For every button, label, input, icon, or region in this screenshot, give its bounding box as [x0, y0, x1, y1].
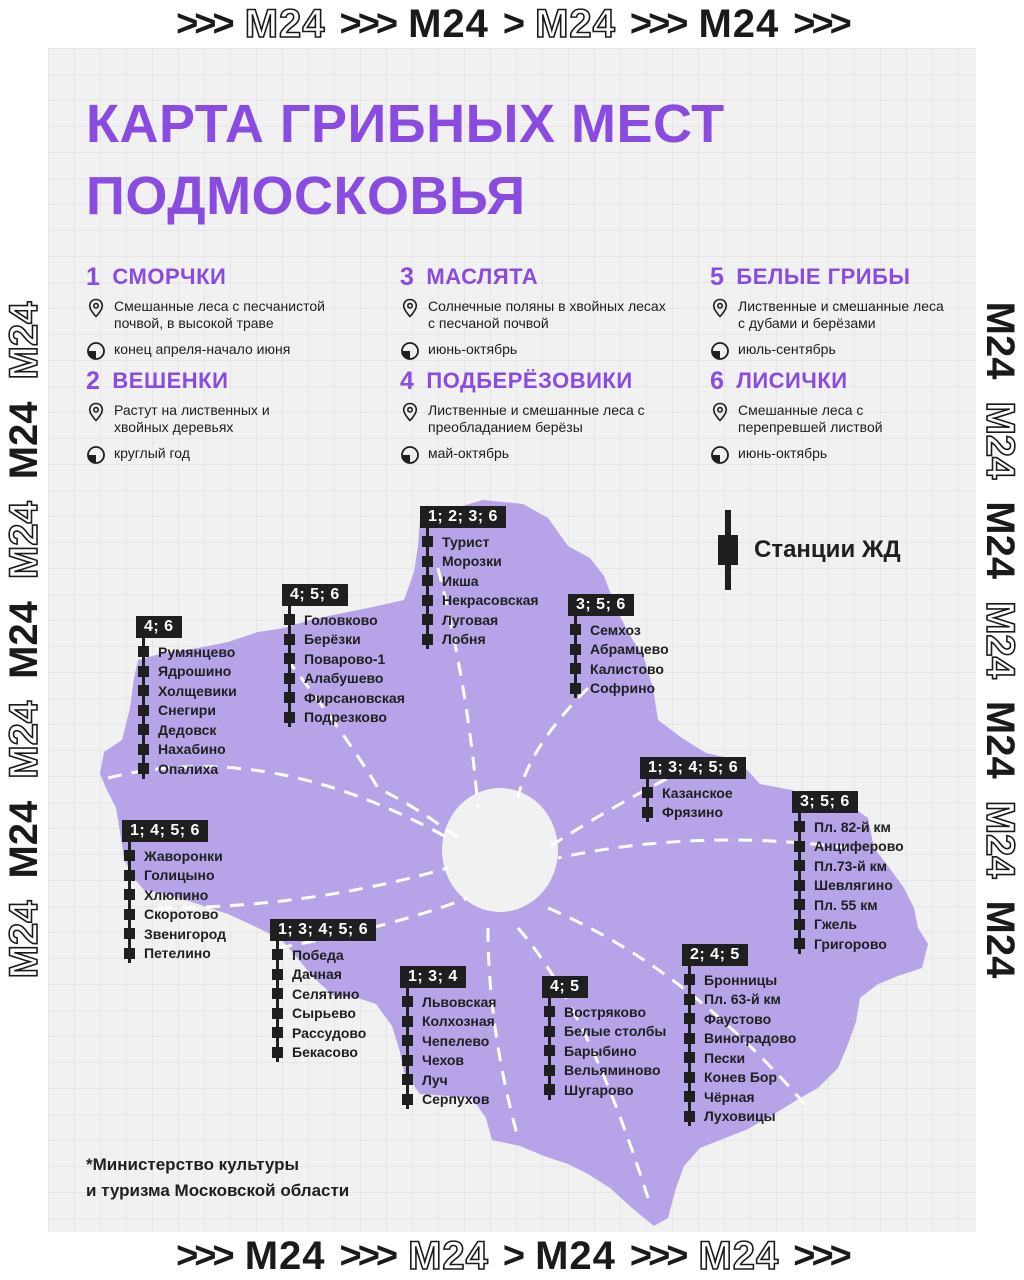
station [682, 1009, 796, 1029]
rail-line-mushroom-codes: 4; 6 [136, 616, 182, 638]
side-logo: M24 [1, 700, 46, 779]
bottom-arrows: >>> [629, 1234, 685, 1277]
side-logo: M24 [1, 900, 46, 979]
bottom-arrows: > [502, 1234, 522, 1277]
station [122, 885, 226, 905]
station [400, 1031, 496, 1051]
station-marker-icon [402, 996, 413, 1007]
legend-number: 1 [86, 262, 101, 291]
station [270, 965, 376, 985]
station [682, 1107, 796, 1127]
station-name: Пл. 55 км [814, 896, 878, 913]
legend-season: круглый год [114, 445, 190, 461]
station-name: Белые столбы [564, 1023, 667, 1040]
station-marker-icon [138, 646, 149, 657]
bottom-logo: M24 [535, 1233, 616, 1278]
rail-line-mushroom-codes: 1; 3; 4; 5; 6 [270, 919, 376, 941]
legend-season: июнь-октябрь [428, 341, 518, 357]
legend-mushroom-name: ЛИСИЧКИ [736, 368, 848, 393]
station-marker-icon [124, 850, 135, 861]
legend-habitat: Лиственные и смешанные леса с дубами и берёзами [738, 298, 944, 331]
station-marker-icon [422, 556, 433, 567]
rail-line-turist [420, 506, 539, 649]
station-name: Бронницы [704, 971, 778, 988]
station-marker-icon [402, 1016, 413, 1027]
station-name: Бекасово [292, 1044, 358, 1061]
rail-line-mushroom-codes: 4; 5; 6 [282, 584, 348, 606]
rail-station-key-icon [712, 510, 744, 590]
station-marker-icon [272, 949, 283, 960]
side-logo: M24 [1, 301, 46, 380]
station-marker-icon [422, 575, 433, 586]
station-name: Луговая [442, 611, 499, 628]
station [792, 837, 904, 857]
station-marker-icon [138, 685, 149, 696]
side-logo: M24 [978, 401, 1023, 480]
rail-line-zhavoronki [122, 820, 226, 963]
station-marker-icon [284, 634, 295, 645]
station [136, 759, 237, 779]
legend-mushroom-name: ВЕШЕНКИ [112, 368, 229, 393]
brand-band-bottom [0, 1232, 1024, 1280]
station [682, 1068, 796, 1088]
station-marker-icon [402, 1074, 413, 1085]
station-marker-icon [544, 1084, 555, 1095]
rail-line-mushroom-codes: 1; 3; 4 [400, 966, 466, 988]
station-marker-icon [684, 1052, 695, 1063]
station [400, 1051, 496, 1071]
station [400, 992, 496, 1012]
station-name: Серпухов [422, 1091, 490, 1108]
rail-line-rumyantsevo [136, 616, 237, 779]
station-name: Востряково [564, 1003, 647, 1020]
station-name: Шевлягино [814, 877, 893, 894]
station-marker-icon [684, 1111, 695, 1122]
station [136, 662, 237, 682]
station [136, 720, 237, 740]
station-name: Пески [704, 1049, 746, 1066]
top-arrows: >>> [339, 2, 395, 45]
station-marker-icon [138, 744, 149, 755]
station-name: Вельяминово [564, 1062, 661, 1079]
station-name: Сырьево [292, 1005, 356, 1022]
bottom-arrows: >>> [793, 1234, 848, 1277]
station-name: Колхозная [422, 1013, 495, 1030]
rail-line-kazanskoe [640, 757, 746, 822]
station-marker-icon [422, 614, 433, 625]
legend-habitat: Солнечные поляны в хвойных лесах с песчаной почвой [428, 298, 666, 331]
station-name: Петелино [144, 945, 211, 962]
station-marker-icon [272, 988, 283, 999]
station-name: Победа [292, 946, 344, 963]
station [270, 1043, 376, 1063]
station-marker-icon [684, 974, 695, 985]
side-logo: M24 [1, 401, 46, 480]
station-marker-icon [272, 1047, 283, 1058]
station-name: Чепелево [422, 1032, 490, 1049]
station [420, 552, 539, 572]
legend-mushroom-name: ПОДБЕРЁЗОВИКИ [426, 368, 633, 393]
legend-number: 4 [400, 366, 415, 395]
station-name: Нахабино [158, 741, 226, 758]
legend-number: 2 [86, 366, 101, 395]
legend-number: 6 [710, 366, 725, 395]
station-name: Пл. 63-й км [704, 991, 781, 1008]
station [682, 1029, 796, 1049]
station-marker-icon [570, 663, 581, 674]
footnote [86, 1152, 349, 1204]
station-name: Фирсановская [304, 689, 405, 706]
station-marker-icon [272, 1027, 283, 1038]
station [542, 1041, 666, 1061]
station [270, 984, 376, 1004]
legend-habitat: Смешанные леса с песчанистой почвой, в высокой траве [114, 298, 325, 331]
station-name: Калистово [590, 660, 664, 677]
bottom-arrows: >>> [176, 1234, 231, 1277]
legend-season: июнь-октябрь [738, 445, 828, 461]
station [682, 1048, 796, 1068]
map-panel [48, 48, 976, 1232]
station-marker-icon [570, 644, 581, 655]
station-marker-icon [272, 969, 283, 980]
station-marker-icon [544, 1026, 555, 1037]
brand-band-top [0, 0, 1024, 48]
station [282, 688, 405, 708]
station-marker-icon [124, 870, 135, 881]
station-marker-icon [684, 1033, 695, 1044]
legend-mushroom-name: БЕЛЫЕ ГРИБЫ [736, 264, 911, 289]
station-name: Лобня [442, 631, 486, 648]
station-marker-icon [402, 1094, 413, 1105]
rail-line-mushroom-codes: 1; 3; 4; 5; 6 [640, 757, 746, 779]
brand-strip-right [976, 48, 1024, 1232]
side-logo: M24 [978, 601, 1023, 679]
rail-line-mushroom-codes: 1; 4; 5; 6 [122, 820, 208, 842]
station-name: Рассудово [292, 1024, 367, 1041]
station-marker-icon [642, 807, 653, 818]
legend-habitat: Растут на лиственных и хвойных деревьях [114, 402, 270, 435]
station-marker-icon [570, 624, 581, 635]
station-name: Анциферово [814, 838, 904, 855]
brand-strip-left [0, 48, 48, 1232]
station [568, 679, 669, 699]
station-marker-icon [272, 1008, 283, 1019]
station [270, 945, 376, 965]
station-name: Чехов [422, 1052, 465, 1069]
station-marker-icon [684, 994, 695, 1005]
top-logo: M24 [698, 1, 780, 46]
station-name: Виноградово [704, 1030, 797, 1047]
station [420, 532, 539, 552]
top-arrows: > [502, 2, 522, 45]
station-name: Абрамцево [590, 641, 669, 658]
station [420, 571, 539, 591]
side-logo: M24 [978, 501, 1023, 580]
side-logo: M24 [978, 900, 1023, 979]
station [122, 905, 226, 925]
station-name: Семхоз [590, 621, 641, 638]
station [400, 1090, 496, 1110]
station-name: Шугарово [564, 1081, 634, 1098]
station [568, 640, 669, 660]
side-logo: M24 [978, 301, 1023, 380]
station-marker-icon [422, 634, 433, 645]
station-name: Некрасовская [442, 592, 539, 609]
side-logo: M24 [978, 700, 1023, 779]
station-marker-icon [684, 1013, 695, 1024]
station [136, 701, 237, 721]
station-marker-icon [284, 614, 295, 625]
bottom-arrows: >>> [339, 1234, 395, 1277]
map-key-label: Станции ЖД [754, 536, 901, 563]
station-name: Гжель [814, 916, 857, 933]
legend-mushroom-name: МАСЛЯТА [426, 264, 539, 289]
rail-line-semkhoz [568, 594, 669, 698]
station-marker-icon [284, 653, 295, 664]
station-name: Подрезково [304, 709, 387, 726]
station-name: Снегири [158, 702, 216, 719]
station [568, 620, 669, 640]
station-marker-icon [684, 1091, 695, 1102]
station-name: Пл.73-й км [814, 857, 887, 874]
station-marker-icon [284, 692, 295, 703]
station-marker-icon [124, 948, 135, 959]
station-name: Икша [442, 572, 479, 589]
station-marker-icon [422, 595, 433, 606]
station [122, 866, 226, 886]
station [400, 1012, 496, 1032]
station-marker-icon [138, 724, 149, 735]
station [136, 642, 237, 662]
station-marker-icon [138, 705, 149, 716]
side-logos-right [976, 48, 1024, 1232]
station-name: Барыбино [564, 1042, 637, 1059]
top-logo: M24 [244, 1, 326, 46]
station-name: Морозки [442, 553, 502, 570]
bottom-logo: M24 [244, 1233, 326, 1278]
station [792, 915, 904, 935]
station [136, 740, 237, 760]
station-name: Хлюпино [144, 886, 209, 903]
station-name: Софрино [590, 680, 656, 697]
station-name: Фаустово [704, 1010, 772, 1027]
legend-season: май-октябрь [428, 445, 510, 461]
station-name: Турист [442, 533, 490, 550]
station [542, 1002, 666, 1022]
station-marker-icon [402, 1055, 413, 1066]
rail-line-golovkovo [282, 584, 405, 727]
station-marker-icon [794, 841, 805, 852]
rail-line-pobeda [270, 919, 376, 1062]
station-marker-icon [284, 673, 295, 684]
station-marker-icon [124, 889, 135, 900]
station [420, 591, 539, 611]
station-name: Скоротово [144, 906, 219, 923]
station-marker-icon [124, 928, 135, 939]
station [792, 817, 904, 837]
footnote-line-2: и туризма Московской области [86, 1181, 350, 1200]
station [420, 630, 539, 650]
station [640, 783, 746, 803]
station [792, 856, 904, 876]
station [792, 934, 904, 954]
station-name: Румянцево [158, 643, 236, 660]
station-marker-icon [794, 880, 805, 891]
legend-habitat: Смешанные леса с перепревшей листвой [738, 402, 883, 435]
station [122, 846, 226, 866]
station-name: Головково [304, 611, 378, 628]
top-logo: M24 [408, 1, 489, 46]
station-name: Селятино [292, 985, 360, 1002]
legend-season: конец апреля-начало июня [114, 341, 291, 357]
side-logos-left [0, 48, 48, 1232]
title-line-2: ПОДМОСКОВЬЯ [86, 166, 526, 226]
title-line-1: КАРТА ГРИБНЫХ МЕСТ [86, 94, 725, 154]
station-name: Чёрная [704, 1088, 755, 1105]
station [568, 659, 669, 679]
station-marker-icon [794, 821, 805, 832]
bottom-logo: M24 [408, 1233, 489, 1278]
station-name: Звенигород [144, 925, 227, 942]
legend-number: 3 [400, 262, 415, 291]
station [542, 1061, 666, 1081]
station [270, 1023, 376, 1043]
station-name: Холщевики [158, 682, 237, 699]
station [122, 924, 226, 944]
station-marker-icon [124, 909, 135, 920]
station [542, 1080, 666, 1100]
station-name: Луховицы [704, 1108, 776, 1125]
station [682, 990, 796, 1010]
station [792, 895, 904, 915]
station-name: Голицыно [144, 867, 215, 884]
station-marker-icon [684, 1072, 695, 1083]
side-logo: M24 [1, 800, 46, 879]
station-marker-icon [642, 787, 653, 798]
station [682, 1087, 796, 1107]
station-name: Григорово [814, 935, 887, 952]
top-arrows: >>> [629, 2, 685, 45]
station-marker-icon [544, 1065, 555, 1076]
station-marker-icon [422, 536, 433, 547]
footnote-line-1: *Министерство культуры [86, 1155, 300, 1174]
legend-season: июль-сентябрь [738, 341, 836, 357]
station-marker-icon [570, 683, 581, 694]
station-marker-icon [138, 666, 149, 677]
station [282, 610, 405, 630]
rail-line-lvovskaya [400, 966, 496, 1109]
rail-line-mushroom-codes: 1; 2; 3; 6 [420, 506, 506, 528]
station-name: Пл. 82-й км [814, 818, 891, 835]
station-marker-icon [544, 1045, 555, 1056]
top-logo: M24 [535, 1, 616, 46]
legend-mushroom-name: СМОРЧКИ [112, 264, 227, 289]
rail-line-bronnitsy [682, 944, 796, 1126]
station-name: Опалиха [158, 760, 219, 777]
bottom-logo: M24 [698, 1233, 780, 1278]
legend-number: 5 [710, 262, 725, 291]
station [682, 970, 796, 990]
station-name: Львовская [422, 993, 497, 1010]
station-name: Ядрошино [158, 663, 232, 680]
station [122, 944, 226, 964]
station-name: Казанское [662, 784, 733, 801]
top-arrows: >>> [793, 2, 848, 45]
station-name: Берёзки [304, 631, 361, 648]
station-name: Дачная [292, 966, 342, 983]
side-logo: M24 [978, 800, 1023, 879]
station-marker-icon [544, 1006, 555, 1017]
station [640, 803, 746, 823]
side-logo: M24 [1, 601, 46, 679]
station [282, 669, 405, 689]
station-name: Луч [422, 1071, 448, 1088]
station [136, 681, 237, 701]
station [400, 1070, 496, 1090]
station [282, 630, 405, 650]
station-name: Алабушево [304, 670, 384, 687]
rail-line-mushroom-codes: 4; 5 [542, 976, 588, 998]
station [282, 708, 405, 728]
station-name: Фрязино [662, 804, 724, 821]
station-name: Жаворонки [144, 847, 223, 864]
station [420, 610, 539, 630]
station [270, 1004, 376, 1024]
station-marker-icon [284, 712, 295, 723]
station [282, 649, 405, 669]
rail-line-pl82 [792, 791, 904, 954]
station-name: Дедовск [158, 721, 217, 738]
station-marker-icon [138, 763, 149, 774]
rail-line-vostryakovo [542, 976, 666, 1100]
station-marker-icon [794, 899, 805, 910]
station-name: Поварово-1 [304, 650, 386, 667]
station-marker-icon [402, 1035, 413, 1046]
rail-line-mushroom-codes: 3; 5; 6 [792, 791, 858, 813]
station [792, 876, 904, 896]
station-marker-icon [794, 919, 805, 930]
top-arrows: >>> [176, 2, 231, 45]
rail-line-mushroom-codes: 3; 5; 6 [568, 594, 634, 616]
rail-line-mushroom-codes: 2; 4; 5 [682, 944, 748, 966]
station [542, 1022, 666, 1042]
side-logo: M24 [1, 501, 46, 580]
station-marker-icon [794, 860, 805, 871]
station-name: Конев Бор [704, 1069, 778, 1086]
legend-habitat: Лиственные и смешанные леса с преобладанием берёзы [428, 402, 645, 435]
